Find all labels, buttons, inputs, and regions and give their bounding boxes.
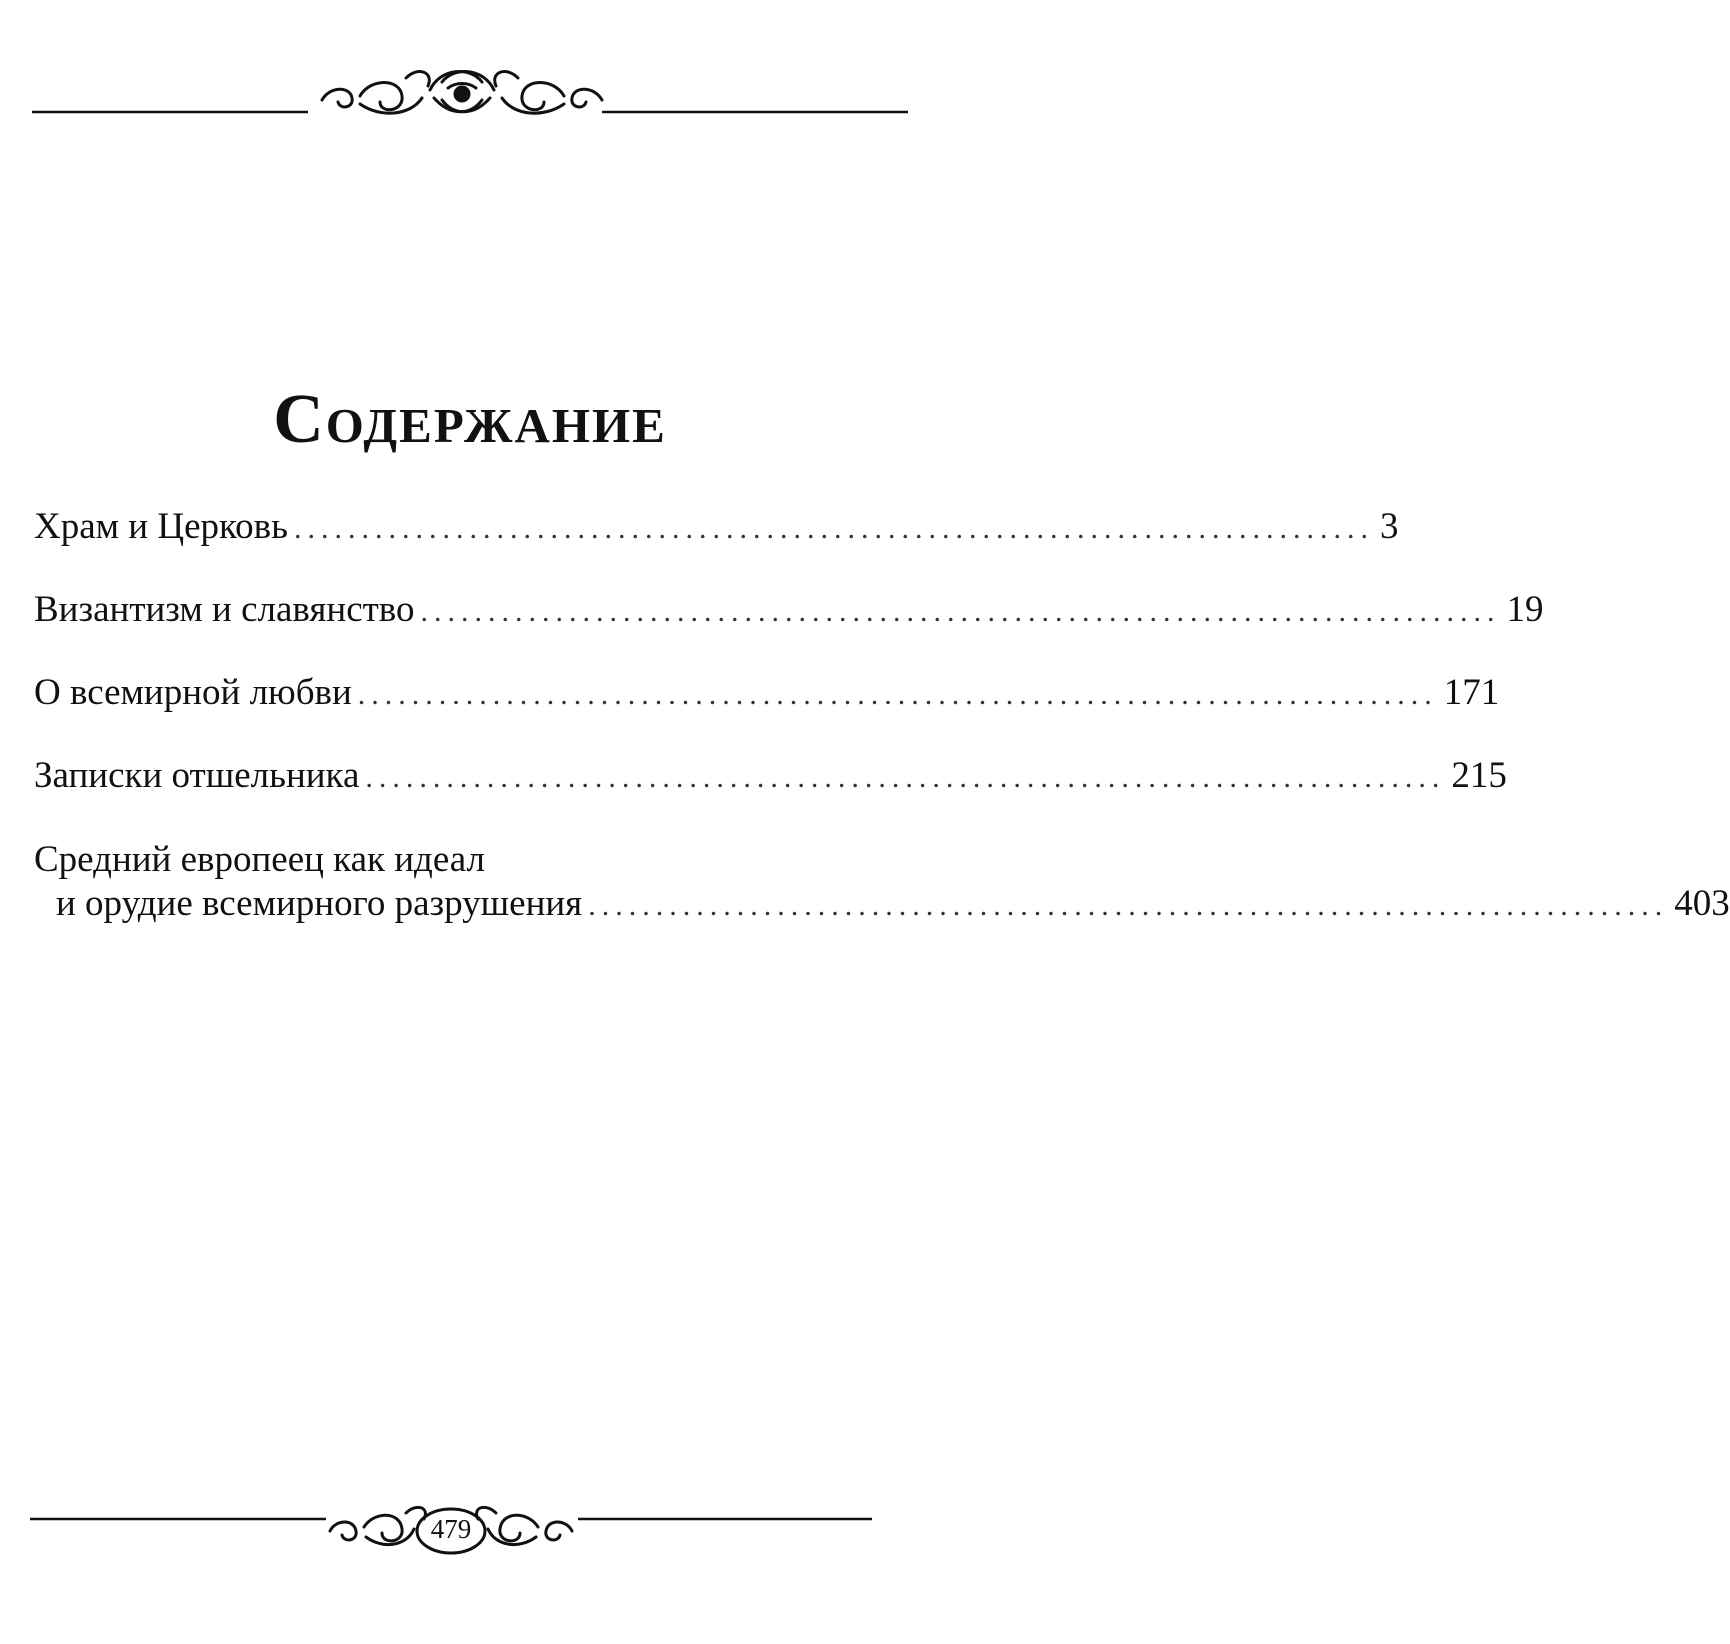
page-number: 479 [430, 1514, 472, 1544]
dot-leader: ................................................................................ [293, 512, 1374, 545]
toc-entry-title: Храм и Церковь [34, 506, 288, 547]
toc-entry-title: Записки отшельника [34, 755, 360, 796]
toc-entry-page: 3 [1379, 506, 1399, 547]
toc-entry-title: О всемирной любви [34, 672, 352, 713]
toc-entry-page: 215 [1451, 755, 1507, 796]
dot-leader: ................................................................................ [588, 889, 1669, 922]
toc-entry-page: 403 [1674, 883, 1730, 924]
toc-entry[interactable] [34, 505, 1399, 551]
toc-entry-page: 19 [1506, 589, 1544, 630]
toc-entry[interactable] [34, 838, 1730, 928]
dot-leader: ................................................................................ [357, 678, 1438, 711]
toc-entry[interactable] [34, 588, 1544, 634]
toc-entry-title-line1: Средний европеец как идеал [34, 839, 485, 880]
dot-leader: ................................................................................ [420, 595, 1501, 628]
toc-entry[interactable] [34, 671, 1500, 717]
dot-leader: ................................................................................ [365, 761, 1446, 794]
toc-entry-page: 171 [1443, 672, 1500, 713]
toc-entry-title: Византизм и славянство [34, 589, 415, 630]
page-title: Содержание [273, 381, 667, 458]
toc-entry[interactable] [34, 754, 1507, 800]
header-ornament [30, 38, 910, 138]
toc-entry-title-line2: и орудие всемирного разрушения [56, 883, 583, 924]
